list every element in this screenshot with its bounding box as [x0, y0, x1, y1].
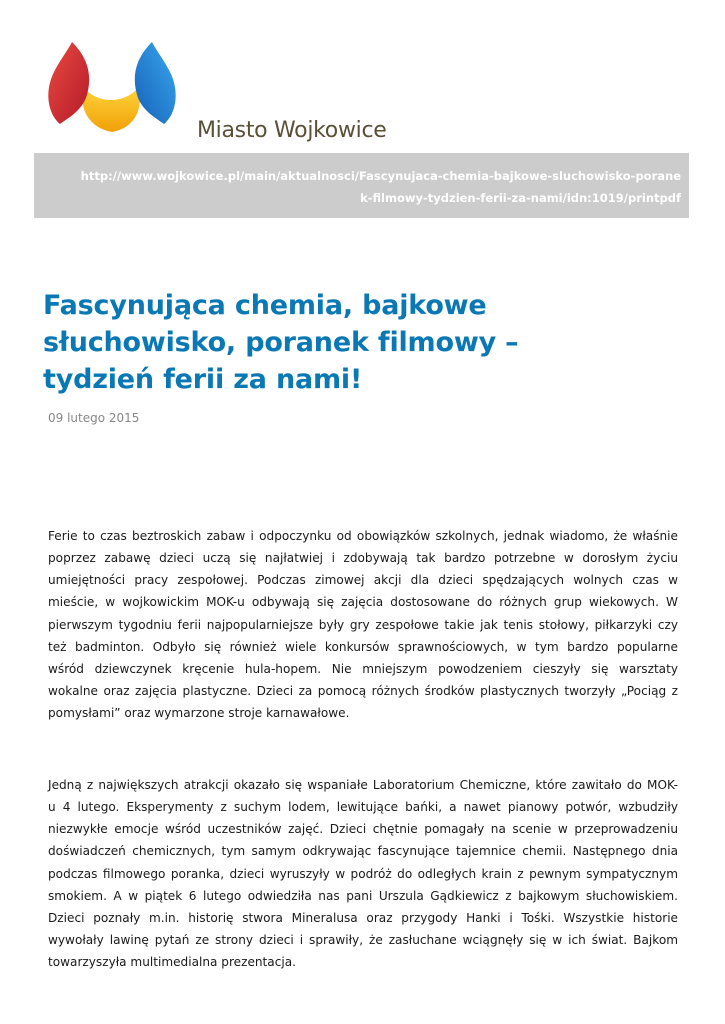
site-logo: [46, 40, 178, 136]
article-paragraph: [48, 525, 678, 724]
site-name: Miasto Wojkowice: [197, 118, 387, 143]
paragraph-line: wśród dziewczynek kręcenie hula-hopem. Nie mniejszym powodzeniem cieszyły się warsztaty: [48, 661, 678, 676]
title-line: Fascynująca chemia, bajkowe: [43, 290, 487, 321]
title-line: słuchowisko, poranek filmowy –: [43, 327, 519, 358]
paragraph-line: u 4 lutego. Eksperymenty z suchym lodem, lewitujące bańki, a nawet pianowy potwór, wzbudziły: [48, 800, 678, 815]
paragraph-line: poprzez zabawę dzieci uczą się najłatwiej i zdobywają tak bardzo potrzebne w dorosłym życiu: [48, 551, 678, 566]
article-date: 09 lutego 2015: [48, 411, 140, 425]
paragraph-line: Jedną z największych atrakcji okazało się wspaniałe Laboratorium Chemiczne, które zawitało do MOK-: [48, 778, 678, 792]
url-line: k-filmowy-tydzien-ferii-za-nami/idn:1019/printpdf: [360, 191, 681, 205]
paragraph-line: towarzyszyła multimedialna prezentacja.: [48, 955, 296, 970]
url-line: http://www.wojkowice.pl/main/aktualnosci/Fascynujaca-chemia-bajkowe-sluchowisko-porane: [80, 169, 681, 183]
paragraph-line: też badminton. Odbyło się również wiele konkursów sprawnościowych, w tym bardzo popularne: [48, 639, 678, 654]
paragraph-line: Dzieci poznały m.in. historię stwora Mineralusa oraz przygody Hanki i Tośki. Wszystkie historie: [48, 910, 678, 925]
paragraph-line: smokiem. A w piątek 6 lutego odwiedziła nas pani Urszula Gądkiewicz z bajkowym słuchowiskiem.: [48, 888, 678, 903]
paragraph-line: Ferie to czas beztroskich zabaw i odpoczynku od obowiązków szkolnych, jednak wiadomo, że właśnie: [48, 529, 678, 543]
title-line: tydzień ferii za nami!: [43, 364, 363, 395]
paragraph-line: pierwszym tygodniu ferii najpopularniejsze były gry zespołowe takie jak tenis stołowy, piłkarzyki czy: [48, 617, 678, 632]
paragraph-line: umiejętności pracy zespołowej. Podczas zimowej akcji dla dzieci spędzających wolnych czas w: [48, 573, 678, 588]
paragraph-line: mieście, w wojkowickim MOK-u odbywają się zajęcia dostosowane do różnych grup wiekowych. W: [48, 595, 678, 610]
paragraph-line: wywołały lawinę pytań ze strony dzieci i sprawiły, że zasłuchane wciągnęły się w ich świat. Bajkom: [48, 933, 678, 948]
paragraph-line: wokalne oraz zajęcia plastyczne. Dzieci za pomocą różnych środków plastycznych tworzyły „Pociąg z: [48, 684, 678, 699]
article-paragraph: [48, 774, 678, 973]
article-title: [43, 287, 683, 398]
paragraph-line: podczas filmowego poranka, dzieci wyruszyły w podróż do odległych krain z pewnym sympatycznym: [48, 866, 678, 881]
page-url: [34, 153, 689, 218]
paragraph-line: niezwykłe emocje wśród uczestników zajęć. Dzieci chętnie pomagały na scenie w przeprowadzeniu: [48, 822, 678, 837]
paragraph-line: pomysłami” oraz wymarzone stroje karnawałowe.: [48, 706, 350, 721]
logo-w-icon: [46, 40, 178, 136]
paragraph-line: doświadczeń chemicznych, tym samym odkrywając fascynujące tajemnice chemii. Następnego dnia: [48, 844, 678, 859]
